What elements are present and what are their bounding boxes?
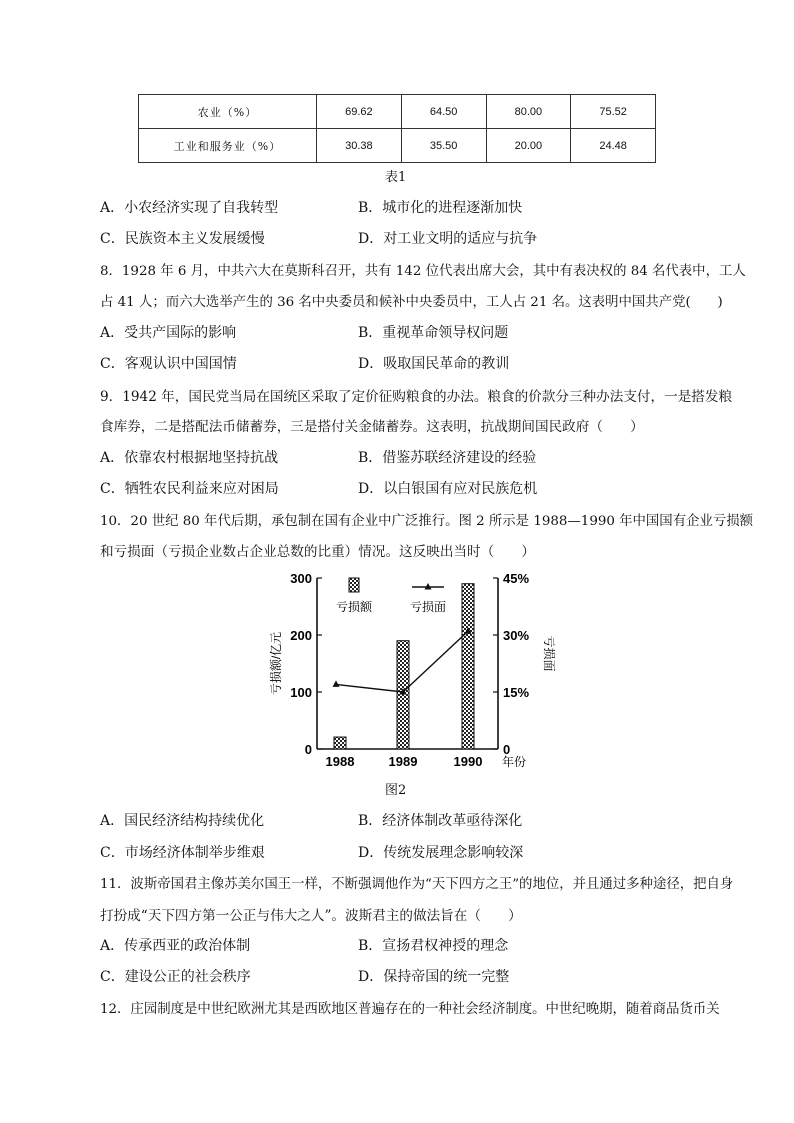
bar-1988: [334, 737, 346, 749]
y2-tick-label: 45%: [503, 571, 530, 586]
table-cell: 64.50: [401, 95, 486, 129]
loss-chart: [262, 566, 556, 771]
x-axis-suffix: 年份: [501, 755, 527, 769]
table-cell: 75.52: [571, 95, 656, 129]
bar-1989: [397, 641, 409, 749]
table-row: [139, 129, 656, 163]
q9-option-d: D．以白银国有应对民族危机: [358, 481, 538, 497]
q7-option-c: C．民族资本主义发展缓慢: [100, 231, 265, 247]
y-tick-label: 0: [304, 742, 312, 757]
table-cell: 30.38: [317, 129, 402, 163]
q8-option-d: D．吸取国民革命的教训: [358, 356, 510, 372]
y-axis-title: 亏损额/亿元: [269, 631, 283, 696]
q12-stem-line1: 12．庄园制度是中世纪欧洲尤其是西欧地区普遍存在的一种社会经济制度。中世纪晚期，随着商品货币关: [100, 1002, 720, 1017]
table-cell: 69.62: [317, 95, 402, 129]
legend-bar-swatch: [349, 578, 359, 592]
q8-option-b: B．重视革命领导权问题: [358, 325, 509, 341]
q7-option-b: B．城市化的进程逐渐加快: [358, 200, 523, 216]
x-tick-label: 1988: [325, 754, 355, 769]
q8-stem-line2: 占 41 人；而六大选举产生的 36 名中央委员和候补中央委员中，工人占 21 名。这表明中国共产党( ): [100, 295, 723, 310]
legend-line-marker: [425, 583, 432, 590]
q9-stem-line2: 食库券，二是搭配法币储蓄券，三是搭付关金储蓄券。这表明，抗战期间国民政府（ ）: [100, 419, 644, 435]
q10-option-a: A．国民经济结构持续优化: [100, 813, 265, 829]
y-tick-label: 200: [290, 628, 312, 643]
figure-caption: 图2: [385, 783, 407, 798]
q11-option-c: C．建设公正的社会秩序: [100, 969, 251, 985]
bar-1990: [462, 584, 474, 749]
legend-line-label: 亏损面: [409, 600, 447, 614]
q7-option-d: D．对工业文明的适应与抗争: [358, 231, 538, 247]
q11-stem-line2: 打扮成“天下四方第一公正与伟大之人”。波斯君主的做法旨在（ ）: [100, 908, 522, 924]
q11-option-a: A．传承西亚的政治体制: [100, 938, 251, 954]
q9-option-c: C．牺牲农民利益来应对困局: [100, 481, 279, 497]
y2-tick-label: 0: [503, 742, 511, 757]
q10-option-d: D．传统发展理念影响较深: [358, 845, 524, 861]
legend-bar-label: 亏损额: [335, 600, 373, 614]
q8-option-a: A．受共产国际的影响: [100, 325, 237, 341]
y2-axis-title: 亏损面: [542, 635, 556, 672]
data-table: [138, 94, 656, 163]
table-caption: 表1: [385, 170, 407, 185]
table-cell: 80.00: [486, 95, 571, 129]
table-row-label: 工业和服务业（%）: [139, 129, 317, 163]
q8-option-c: C．客观认识中国国情: [100, 356, 237, 372]
y2-tick-label: 15%: [503, 685, 530, 700]
table-row: [139, 95, 656, 129]
table-cell: 24.48: [571, 129, 656, 163]
q9-stem-line1: 9．1942 年，国民党当局在国统区采取了定价征购粮食的办法。粮食的价款分三种办法支付，一是搭发粮: [100, 389, 733, 405]
q10-option-b: B．经济体制改革亟待深化: [358, 813, 523, 829]
table-cell: 35.50: [401, 129, 486, 163]
q11-stem-line1: 11．波斯帝国君主像苏美尔国王一样，不断强调他作为“天下四方之王”的地位，并且通过多种途径，把自身: [100, 877, 734, 892]
q9-option-b: B．借鉴苏联经济建设的经验: [358, 450, 537, 466]
table-row-label: 农业（%）: [139, 95, 317, 129]
q11-option-d: D．保持帝国的统一完整: [358, 969, 510, 985]
table-cell: 20.00: [486, 129, 571, 163]
q10-stem-line1: 10．20 世纪 80 年代后期，承包制在国有企业中广泛推行。图 2 所示是 1988—1990 年中国国有企业亏损额: [100, 514, 754, 529]
y2-tick-label: 30%: [503, 628, 530, 643]
q9-option-a: A．依靠农村根据地坚持抗战: [100, 450, 279, 466]
q10-option-c: C．市场经济体制举步维艰: [100, 845, 265, 861]
x-tick-label: 1989: [388, 754, 418, 769]
q11-option-b: B．宣扬君权神授的理念: [358, 938, 509, 954]
y-tick-label: 300: [290, 571, 312, 586]
x-tick-label: 1990: [453, 754, 483, 769]
y-tick-label: 100: [290, 685, 312, 700]
q8-stem-line1: 8．1928 年 6 月，中共六大在莫斯科召开，共有 142 位代表出席大会，其中有表决权的 84 名代表中，工人: [100, 264, 746, 279]
q7-option-a: A．小农经济实现了自我转型: [100, 200, 279, 216]
q10-stem-line2: 和亏损面（亏损企业数占企业总数的比重）情况。这反映出当时（ ）: [100, 544, 535, 560]
line-point-1988: [333, 680, 340, 687]
